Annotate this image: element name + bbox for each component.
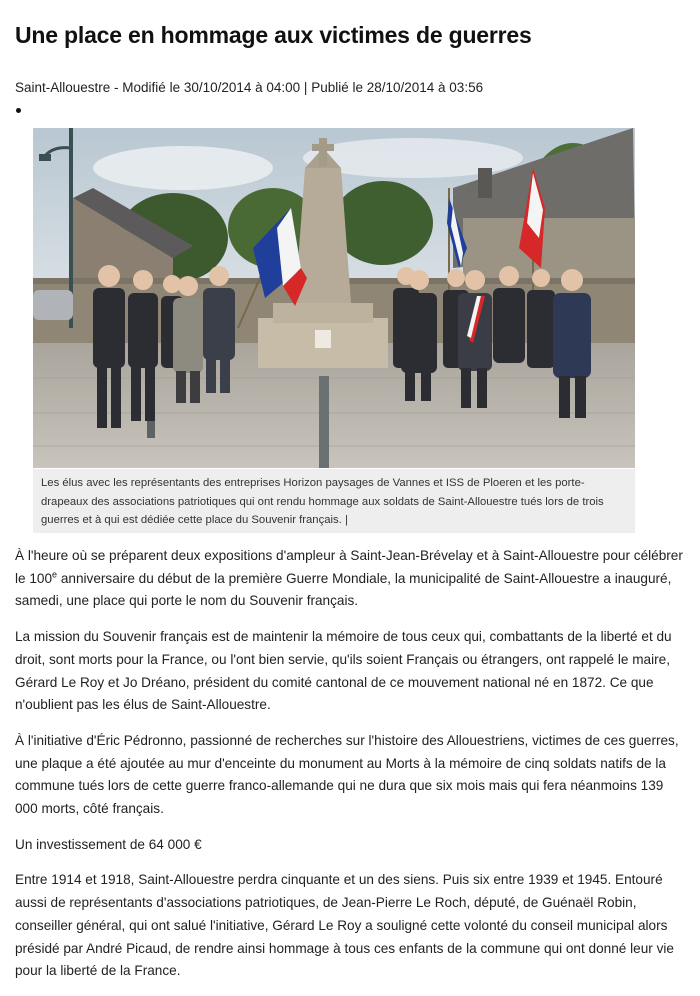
list-bullet bbox=[16, 108, 21, 113]
article-body bbox=[15, 545, 687, 996]
paragraph-4: Un investissement de 64 000 € bbox=[15, 836, 202, 852]
photo-caption: Les élus avec les représentants des entreprises Horizon paysages de Vannes et ISS de Ploeren et les porte-drapeaux des associations patriotiques qui ont rendu hommage aux soldats de Saint-Allouestre tués lors de trois guerres et à qui est dédiée cette place du Souvenir français. | bbox=[33, 469, 635, 533]
paragraph-1-end: anniversaire du début de la première Guerre Mondiale, la municipalité de Saint-Allouestre a inauguré, samedi, une place qui porte le nom du Souvenir français. bbox=[15, 570, 672, 609]
paragraph-1-start: À l'heure où se préparent deux expositions d'ampleur à Saint-Jean-Brévelay et à Saint-Allouestre pour célébrer le 100 bbox=[15, 548, 683, 586]
article-photo[interactable] bbox=[33, 128, 635, 468]
paragraph-3: À l'initiative d'Éric Pédronno, passionné de recherches sur l'histoire des Allouestriens, victimes de ces guerres, une plaque a été ajoutée au mur d'enceinte du monument au Morts à la mémoire de cinq soldats natifs de la commune tués lors de cette guerre franco-allemande qui ne dura que six mois mais qui fera néanmoins 139 000 morts, côté français. bbox=[15, 732, 679, 817]
ordinal-suffix: e bbox=[52, 569, 58, 580]
article-meta: Saint-Allouestre - Modifié le 30/10/2014 à 04:00 | Publié le 28/10/2014 à 03:56 bbox=[15, 80, 484, 95]
article-title: Une place en hommage aux victimes de guerres bbox=[15, 22, 532, 48]
paragraph-1 bbox=[15, 545, 687, 613]
paragraph-5: Entre 1914 et 1918, Saint-Allouestre perdra cinquante et un des siens. Puis six entre 1939 et 1945. Entouré aussi de représentants d'associations patriotiques, de Jean-Pierre Le Roch, député, de Guénaël Robin, conseiller général, qui ont salué l'initiative, Gérard Le Roy a souligné cette volonté du conseil municipal alors présidé par André Picaud, de rendre ainsi hommage à tous ces enfants de la commune qui ont donné leur vie pour la liberté de la France. bbox=[15, 872, 674, 979]
paragraph-2: La mission du Souvenir français est de maintenir la mémoire de tous ceux qui, combattants de la liberté et du droit, sont morts pour la France, ou l'ont bien servie, qu'ils soient Français ou étrangers, ont rappelé le maire, Gérard Le Roy et Jo Dréano, président du comité cantonal de ce mouvement national né en 1872. Ce que n'oublient pas les élus de Saint-Allouestre. bbox=[15, 629, 672, 713]
ceremony-photo-illustration bbox=[33, 128, 635, 468]
